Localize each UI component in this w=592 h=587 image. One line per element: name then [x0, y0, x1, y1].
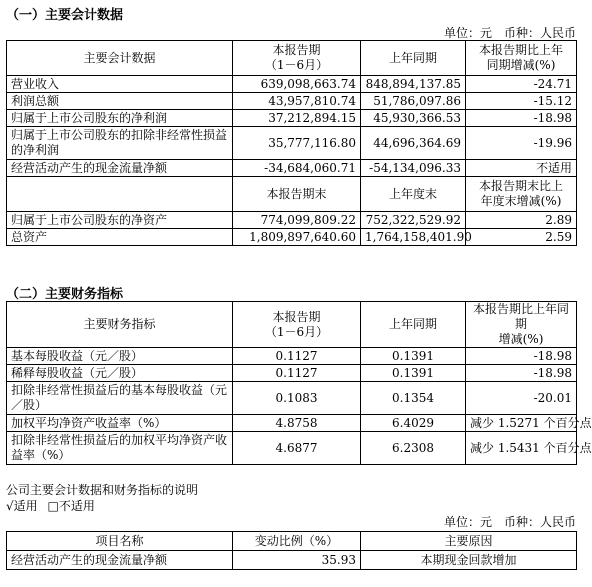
table-row	[7, 76, 577, 93]
value-cell: 0.1391	[361, 365, 466, 382]
header-cell: 上年同期	[361, 41, 466, 76]
value-cell: 4.6877	[233, 432, 361, 465]
unchecked-box-icon: □	[47, 499, 59, 513]
value-cell: 本期现金回款增加	[361, 551, 577, 570]
value-cell: 1,809,897,640.60	[233, 229, 361, 246]
header-cell: 主要财务指标	[7, 302, 233, 348]
table-row	[7, 551, 577, 570]
table-row	[7, 365, 577, 382]
value-cell: 2.59	[466, 229, 577, 246]
header-cell: 主要会计数据	[7, 41, 233, 76]
value-cell: -18.98	[466, 110, 577, 127]
row-label: 归属于上市公司股东的扣除非经常性损益的净利润	[7, 127, 233, 160]
row-label: 经营活动产生的现金流量净额	[7, 551, 233, 570]
value-cell: -15.12	[466, 93, 577, 110]
row-label: 基本每股收益（元／股）	[7, 348, 233, 365]
table-row	[7, 110, 577, 127]
header-cell: 本报告期比上年 同期增减(%)	[466, 41, 577, 76]
value-cell: 不适用	[466, 160, 577, 177]
value-cell: 4.8758	[233, 415, 361, 432]
header-row	[7, 302, 577, 348]
value-cell: 35.93	[233, 551, 361, 570]
value-cell: -54,134,096.33	[361, 160, 466, 177]
header-cell: 项目名称	[7, 532, 233, 551]
section1-title: （一）主要会计数据	[6, 8, 124, 23]
row-label: 加权平均净资产收益率（%）	[7, 415, 233, 432]
value-cell: -18.98	[466, 365, 577, 382]
value-cell: 6.4029	[361, 415, 466, 432]
table-row	[7, 212, 577, 229]
header-cell: 本报告期末比上 年度末增减(%)	[466, 177, 577, 212]
header-cell: 本报告期比上年同期 增减(%)	[466, 302, 577, 348]
value-cell: 2.89	[466, 212, 577, 229]
value-cell: 51,786,097.86	[361, 93, 466, 110]
row-label: 归属于上市公司股东的净资产	[7, 212, 233, 229]
row-label: 稀释每股收益（元／股）	[7, 365, 233, 382]
value-cell: 774,099,809.22	[233, 212, 361, 229]
table-row	[7, 348, 577, 365]
table-row	[7, 382, 577, 415]
value-cell: 0.1127	[233, 348, 361, 365]
table-row	[7, 127, 577, 160]
value-cell: 43,957,810.74	[233, 93, 361, 110]
value-cell: -19.96	[466, 127, 577, 160]
value-cell: -18.98	[466, 348, 577, 365]
header-cell: 上年度末	[361, 177, 466, 212]
note-line: 公司主要会计数据和财务指标的说明	[6, 483, 199, 497]
header-cell: 上年同期	[361, 302, 466, 348]
value-cell: -20.01	[466, 382, 577, 415]
value-cell: 0.1127	[233, 365, 361, 382]
value-cell: 639,098,663.74	[233, 76, 361, 93]
section1-unit: 单位：元 币种：人民币	[443, 26, 576, 40]
header-cell	[7, 177, 233, 212]
row-label: 营业收入	[7, 76, 233, 93]
header-cell: 本报告期末	[233, 177, 361, 212]
header-row	[7, 41, 577, 76]
option-applicable: 适用	[13, 499, 38, 513]
option-not-applicable: 不适用	[58, 499, 95, 513]
applicability-line	[6, 497, 95, 514]
header-cell: 本报告期 （1－6月）	[233, 41, 361, 76]
section2-title: （二）主要财务指标	[6, 287, 124, 302]
value-cell: 1,764,158,401.90	[361, 229, 466, 246]
value-cell: 44,696,364.69	[361, 127, 466, 160]
row-label: 总资产	[7, 229, 233, 246]
table-row	[7, 93, 577, 110]
checked-mark: √	[6, 499, 14, 513]
row-label: 经营活动产生的现金流量净额	[7, 160, 233, 177]
table-row	[7, 160, 577, 177]
change-reason-table	[6, 531, 577, 570]
value-cell: -24.71	[466, 76, 577, 93]
header-cell: 主要原因	[361, 532, 577, 551]
value-cell: 35,777,116.80	[233, 127, 361, 160]
table-row	[7, 432, 577, 465]
value-cell: 45,930,366.53	[361, 110, 466, 127]
value-cell: 减少 1.5271 个百分点	[466, 415, 577, 432]
value-cell: 0.1391	[361, 348, 466, 365]
row-label: 扣除非经常性损益后的基本每股收益（元／股）	[7, 382, 233, 415]
value-cell: 6.2308	[361, 432, 466, 465]
header-row	[7, 177, 577, 212]
value-cell: 848,894,137.85	[361, 76, 466, 93]
financial-indicator-table	[6, 301, 592, 465]
header-row	[7, 532, 577, 551]
accounting-data-table	[6, 40, 577, 246]
value-cell: 752,322,529.92	[361, 212, 466, 229]
table-row	[7, 229, 577, 246]
row-label: 利润总额	[7, 93, 233, 110]
value-cell: 0.1354	[361, 382, 466, 415]
header-cell: 本报告期 （1－6月）	[233, 302, 361, 348]
section3-unit: 单位：元 币种：人民币	[443, 515, 576, 529]
value-cell: 37,212,894.15	[233, 110, 361, 127]
row-label: 扣除非经常性损益后的加权平均净资产收益率（%）	[7, 432, 233, 465]
table-row	[7, 415, 577, 432]
value-cell: 0.1083	[233, 382, 361, 415]
value-cell: -34,684,060.71	[233, 160, 361, 177]
row-label: 归属于上市公司股东的净利润	[7, 110, 233, 127]
header-cell: 变动比例（%）	[233, 532, 361, 551]
value-cell: 减少 1.5431 个百分点	[466, 432, 577, 465]
